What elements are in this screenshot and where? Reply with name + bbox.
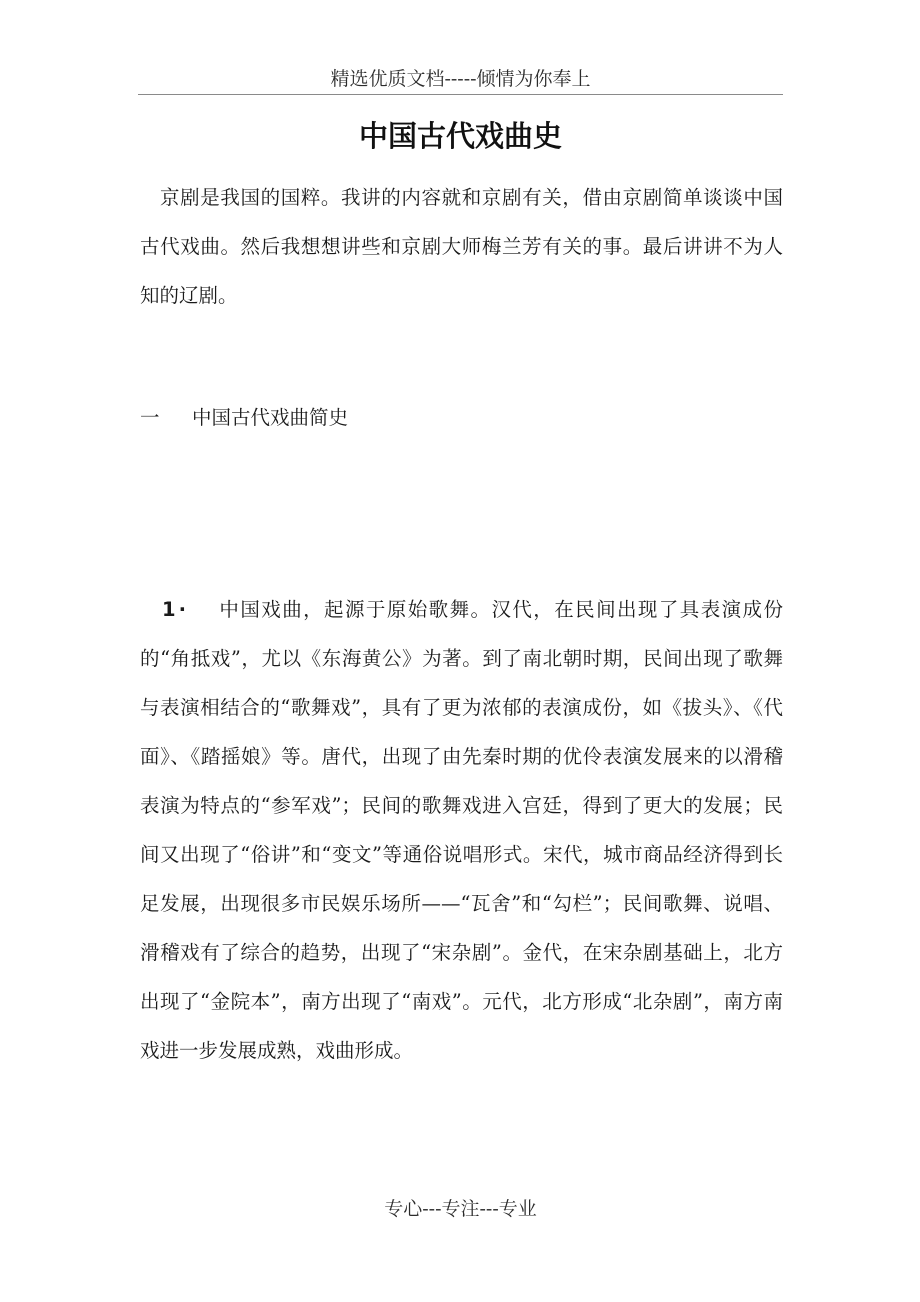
body-paragraph: [140, 585, 783, 1075]
list-marker: 1·: [162, 598, 189, 621]
body-paragraph-text: 中国戏曲，起源于原始歌舞。汉代，在民间出现了具表演成份的“角抵戏”，尤以《东海黄公》为著。到了南北朝时期，民间出现了歌舞与表演相结合的“歌舞戏”，具有了更为浓郁的表演成份，如《拔头》、《代面》、《踏摇娘》等。唐代，出现了由先秦时期的优伶表演发展来的以滑稽表演为特点的“参军戏”；民间的歌舞戏进入宫廷，得到了更大的发展；民间又出现了“俗讲”和“变文”等通俗说唱形式。宋代，城市商品经济得到长足发展，出现很多市民娱乐场所——“瓦舍”和“勾栏”；民间歌舞、说唱、滑稽戏有了综合的趋势，出现了“宋杂剧”。金代，在宋杂剧基础上，北方出现了“金院本”，南方出现了“南戏”。元代，北方形成“北杂剧”，南方南戏进一步发展成熟，戏曲形成。: [140, 598, 783, 1062]
document-title: 中国古代戏曲史: [358, 119, 562, 153]
section-number: 一: [140, 406, 160, 429]
intro-paragraph: 京剧是我国的国粹。我讲的内容就和京剧有关，借由京剧简单谈谈中国古代戏曲。然后我想想讲些和京剧大师梅兰芳有关的事。最后讲讲不为人知的辽剧。: [140, 186, 783, 307]
page-header: 精选优质文档-----倾情为你奉上: [138, 66, 783, 95]
section-heading: [140, 396, 348, 440]
page-footer: 专心---专注---专业: [384, 1198, 537, 1220]
section-heading-text: 中国古代戏曲简史: [192, 406, 349, 429]
